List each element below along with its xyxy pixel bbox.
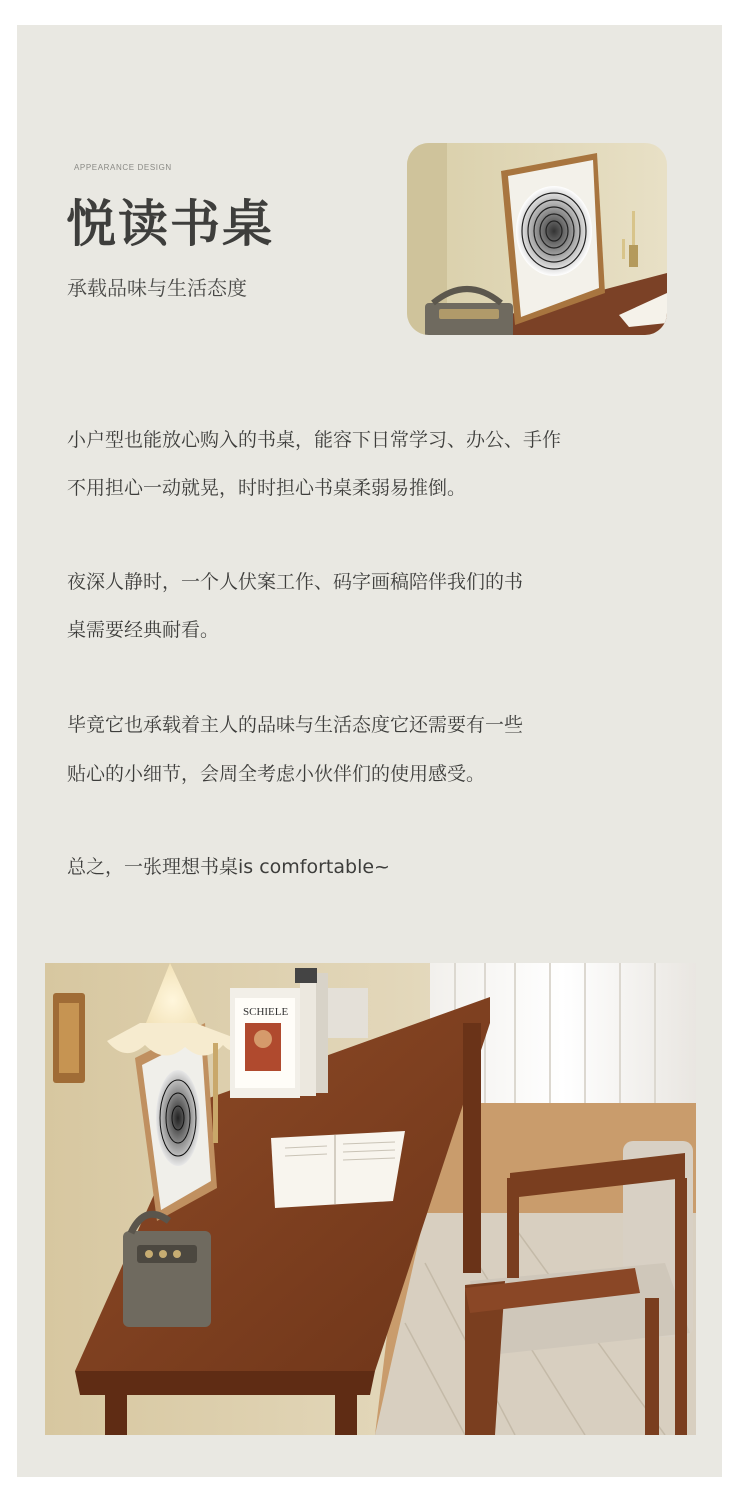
paragraph-1-line-2: 不用担心一动就晃，时时担心书桌柔弱易推倒。 (67, 477, 467, 499)
paragraph-2-line-1: 夜深人静时，一个人伏案工作、码字画稿陪伴我们的书 (67, 571, 524, 593)
paragraph-2-line-2: 桌需要经典耐看。 (67, 619, 220, 641)
book-spine-label: SCHIELE (243, 1006, 289, 1018)
page-title: 悦读书桌 (66, 195, 274, 253)
top-photo (407, 143, 667, 335)
paragraph-4-line-1: 总之，一张理想书桌is comfortable~ (67, 856, 390, 878)
main-photo (45, 963, 696, 1435)
paragraph-3-line-2: 贴心的小细节，会周全考虑小伙伴们的使用感受。 (67, 763, 486, 785)
paragraph-1-line-1: 小户型也能放心购入的书桌，能容下日常学习、办公、手作 (67, 429, 562, 451)
eyebrow-label: APPEARANCE DESIGN (74, 163, 172, 172)
paragraph-3-line-1: 毕竟它也承载着主人的品味与生活态度它还需要有一些 (67, 714, 524, 736)
page-subtitle: 承载品味与生活态度 (67, 276, 247, 300)
